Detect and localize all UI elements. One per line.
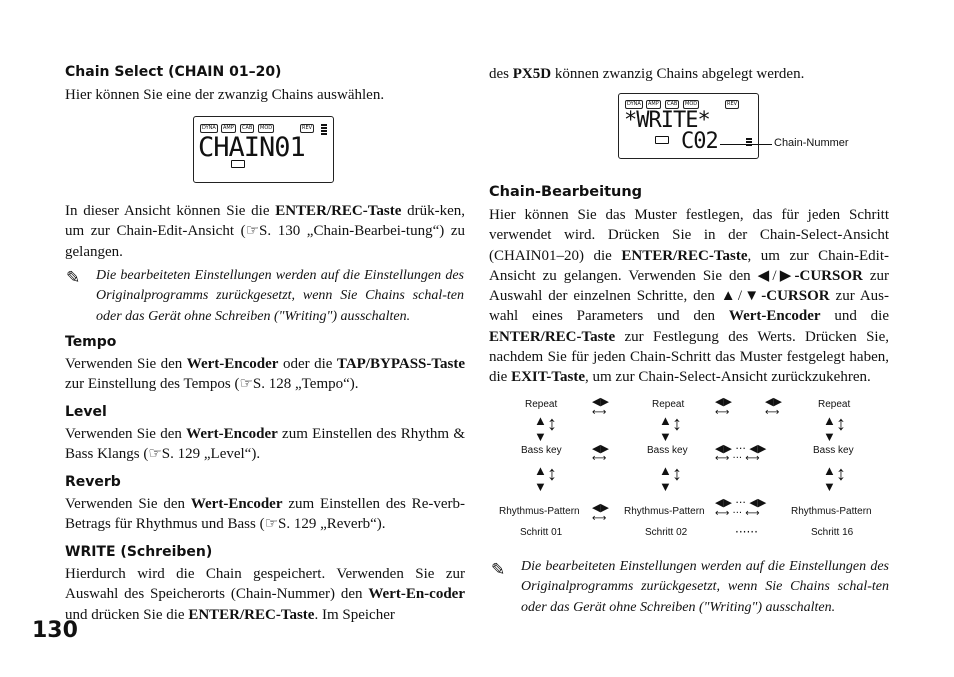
level-heading: Level: [65, 404, 107, 420]
double-arrow-icon: ⟷: [592, 453, 607, 464]
label-repeat: Repeat: [652, 399, 685, 410]
note-2: Die bearbeiteten Einstellungen werden auf die Einstellungen des Originalprogramms zurückgesetzt, wenn Sie Chains schal-ten oder das Gerät ohne Schreiben ("Writing") ausschalten.: [521, 559, 889, 615]
up-down-cursor-icon: ▲ ▼: [659, 413, 672, 444]
lcd-tag-amp: AMP: [648, 101, 659, 107]
reverb-heading: Reverb: [65, 474, 121, 490]
level-bars-icon: [321, 124, 327, 135]
double-arrow-icon: ⟷: [765, 407, 780, 418]
up-down-cursor-icon: ▲ ▼: [659, 463, 672, 494]
lcd-tag-dyna: DYNA: [627, 101, 641, 107]
chain-select-text: Hier können Sie eine der zwanzig Chains auswählen.: [65, 87, 385, 103]
label-schritt-01: Schritt 01: [520, 527, 563, 538]
vertical-arrow-icon: ↕: [836, 413, 846, 435]
lcd-tag-amp: AMP: [223, 125, 234, 131]
lcd-tag-rev: REV: [727, 101, 738, 107]
tempo-paragraph: Verwenden Sie den Wert-Encoder oder die TAP/BYPASS-Taste zur Einstellung des Tempos (☞S. 128 „Tempo“).: [65, 356, 465, 393]
label-rhythmus-pattern: Rhythmus-Pattern: [791, 506, 872, 517]
lcd-tag-mod: MOD: [260, 125, 273, 131]
left-right-cursor-icon: ◀▶: [765, 395, 782, 408]
label-rhythmus-pattern: Rhythmus-Pattern: [624, 506, 705, 517]
left-right-cursor-icon: ◀▶: [592, 395, 609, 408]
label-rhythmus-pattern: Rhythmus-Pattern: [499, 506, 580, 517]
chain-select-heading: Chain Select (CHAIN 01–20): [65, 64, 282, 80]
label-bass-key: Bass key: [521, 445, 562, 456]
double-arrow-icon: ⟷: [715, 407, 730, 418]
vertical-arrow-icon: ↕: [672, 413, 682, 435]
cursor-sequence-icon: ◀▶ ··· ◀▶: [715, 496, 767, 509]
tempo-heading: Tempo: [65, 334, 117, 350]
lcd-main-text: CHAIN01: [198, 132, 305, 163]
continued-paragraph: des PX5D können zwanzig Chains abgelegt werden.: [489, 66, 805, 82]
label-repeat: Repeat: [818, 399, 851, 410]
up-down-cursor-icon: ▲ ▼: [534, 463, 547, 494]
lcd-tag-cab: CAB: [242, 125, 253, 131]
up-down-cursor-icon: ▲ ▼: [823, 413, 836, 444]
vertical-arrow-icon: ↕: [836, 463, 846, 485]
double-arrow-icon: ⟷: [592, 513, 607, 524]
chain-edit-heading: Chain-Bearbeitung: [489, 184, 643, 200]
cursor-sequence-icon: ◀▶ ··· ◀▶: [715, 442, 767, 455]
lcd-tag-dyna: DYNA: [202, 125, 216, 131]
note-1: Die bearbeiteten Einstellungen werden auf die Einstellungen des Originalprogramms zurückgesetzt, wenn Sie Chains schal-ten oder das Gerät ohne Schreiben ("Writing") ausschalten.: [96, 268, 464, 324]
write-paragraph: Hierdurch wird die Chain gespeichert. Verwenden Sie zur Auswahl des Speicherorts (Chain-Nummer) den Wert-En-coder und drücken Sie die ENTER/REC-Taste. Im Speicher: [65, 566, 465, 623]
lcd-write-text: *WRITE*: [624, 108, 710, 133]
chain-edit-diagram: [489, 395, 889, 545]
callout-line: [720, 144, 772, 145]
vertical-arrow-icon: ↕: [672, 463, 682, 485]
write-heading: WRITE (Schreiben): [65, 544, 213, 560]
label-schritt-02: Schritt 02: [645, 527, 688, 538]
double-arrow-icon: ⟷: [592, 407, 607, 418]
vertical-arrow-icon: ↕: [547, 413, 557, 435]
chain-number-callout: Chain-Nummer: [774, 137, 849, 149]
lcd-write-display: [618, 93, 759, 159]
battery-icon: [231, 160, 245, 168]
lcd-tag-cab: CAB: [667, 101, 678, 107]
left-right-cursor-icon: ◀▶: [592, 442, 609, 455]
label-schritt-16: Schritt 16: [811, 527, 854, 538]
level-paragraph: Verwenden Sie den Wert-Encoder zum Einstellen des Rhythm & Bass Klangs (☞S. 129 „Level“).: [65, 426, 465, 463]
reverb-paragraph: Verwenden Sie den Wert-Encoder zum Einstellen des Re-verb-Betrags für Rhythmus und Bass (☞S. 129 „Reverb“).: [65, 496, 465, 533]
warning-icon: ✎: [66, 268, 81, 288]
battery-icon: [655, 136, 669, 144]
up-down-cursor-icon: ▲ ▼: [823, 463, 836, 494]
page-number: 130: [32, 618, 78, 643]
lcd-tag-mod: MOD: [685, 101, 698, 107]
left-right-cursor-icon: ◀▶: [592, 501, 609, 514]
label-repeat: Repeat: [525, 399, 558, 410]
left-right-cursor-icon: ◀▶: [715, 395, 732, 408]
lcd-chain-number-text: C02: [681, 129, 718, 154]
view-paragraph: In dieser Ansicht können Sie die ENTER/REC-Taste drük-ken, um zur Chain-Edit-Ansicht (☞S. 130 „Chain-Bearbei-tung“) zu gelangen.: [65, 203, 465, 260]
warning-icon: ✎: [491, 560, 506, 580]
label-bass-key: Bass key: [813, 445, 854, 456]
up-down-cursor-icon: ▲ ▼: [534, 413, 547, 444]
lcd-chain-display: [193, 116, 334, 183]
lcd-tag-rev: REV: [302, 125, 313, 131]
ellipsis-icon: ······: [735, 525, 758, 539]
vertical-arrow-icon: ↕: [547, 463, 557, 485]
chain-edit-paragraph: Hier können Sie das Muster festlegen, das für jeden Schritt verwendet wird. Drücken Sie in der Chain-Select-Ansicht (CHAIN01–20) die ENTER/REC-Taste, um zur Chain-Edit-Ansicht zu gelangen. Verwenden Sie den ◀/▶-CURSOR zur Auswahl der einzelnen Schritte, den ▲/▼-CURSOR zur Aus-wahl eines Parameters und den Wert-Encoder und die ENTER/REC-Taste zur Festlegung des Werts. Drücken Sie, nachdem Sie für jeden Chain-Schritt das Muster festgelegt haben, die EXIT-Taste, um zur Chain-Select-Ansicht zurückzukehren.: [489, 207, 889, 386]
double-arrow-sequence-icon: ⟷ ··· ⟷: [715, 508, 760, 519]
double-arrow-sequence-icon: ⟷ ··· ⟷: [715, 453, 760, 464]
label-bass-key: Bass key: [647, 445, 688, 456]
